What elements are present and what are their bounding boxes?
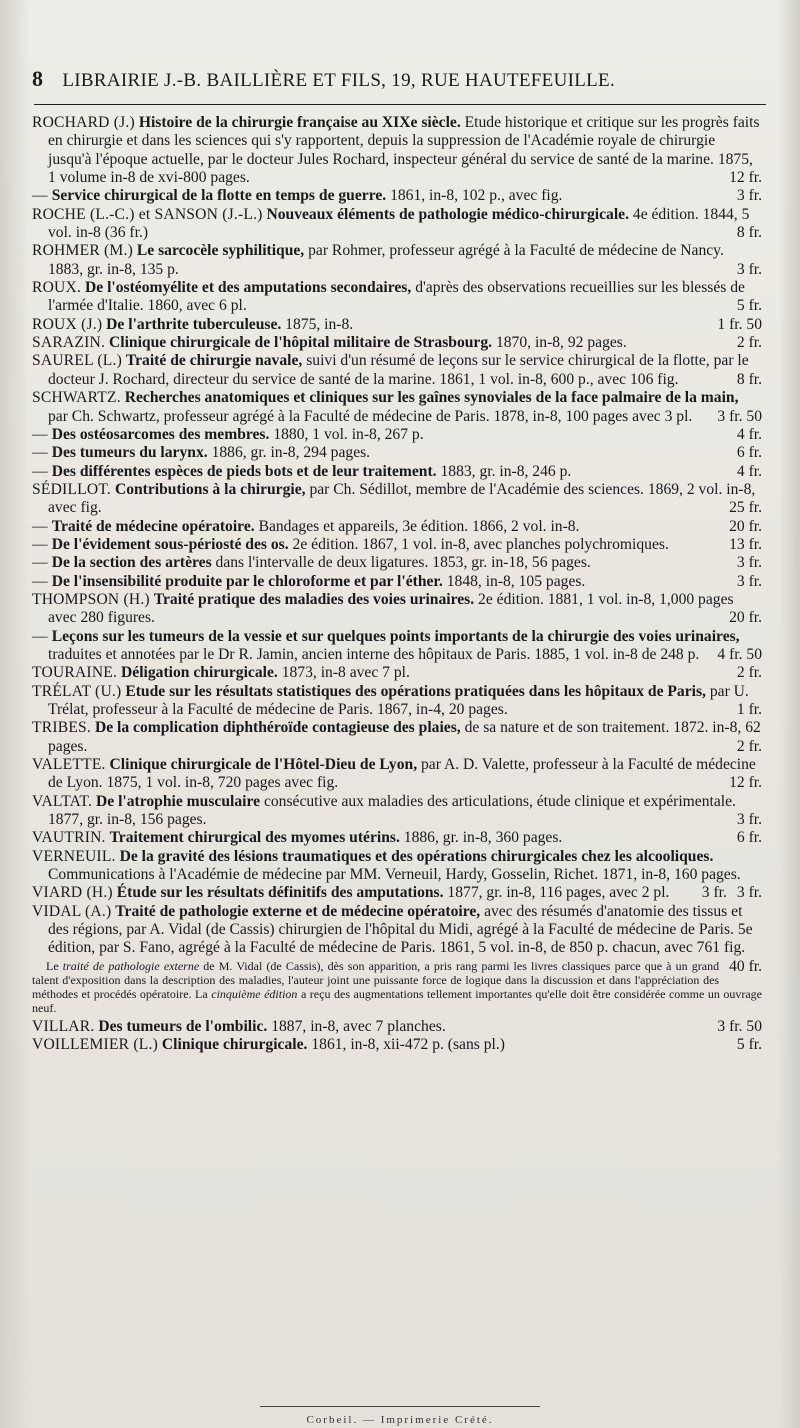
catalogue-entry [32,573,762,591]
header-rule [34,104,766,105]
page-number: 8 [32,66,44,91]
entry-author: VALETTE. [32,756,106,774]
entry-price: 4 fr. 50 [717,645,762,663]
catalogue-entry [32,829,762,847]
entry-title: Leçons sur les tumeurs de la vessie et sur quelques points importants de la chirurgie des voies urinaires, [51,627,740,645]
entry-title: Traitement chirurgical des myomes utérins. [109,829,400,847]
entry-price: 8 fr. [736,224,762,242]
entry-author: VILLAR. [32,1017,95,1035]
entry-title: Étude sur les résultats définitifs des amputations. [116,884,444,902]
catalogue-entry [32,334,762,352]
catalogue-entry [32,426,762,444]
entry-details: 1887, in-8, avec 7 planches. [271,1017,446,1035]
entry-details: suivi d'un résumé de leçons sur le service chirurgical de la flotte, par le docteur J. Rochard, directeur du service de santé de la marine. 1861, 1 vol. in-8, 600 p., avec 106 fig. [48,352,749,388]
entry-author: ROUX (J.) [32,315,103,333]
note-italic-edition: cinquième édition [211,987,298,1002]
catalogue-entry [32,664,762,682]
entry-details: Communications à l'Académie de médecine par MM. Verneuil, Hardy, Gosselin, Richet. 1871, in-8, 160 pages. [48,866,741,884]
entry-price: 3 fr. 50 [717,407,762,425]
catalogue-entry [32,463,762,481]
entry-price: 5 fr. [736,297,762,315]
entry-author: — [32,462,48,480]
entry-title: Traité de pathologie externe et de médecine opératoire, [115,902,481,920]
catalogue-entry [32,884,762,902]
catalogue-entry [32,316,762,334]
entry-price: 3 fr. [736,260,762,278]
entry-author: SAUREL (L.) [32,352,122,370]
entry-details: 1880, 1 vol. in-8, 267 p. [273,425,424,443]
note-suffix: a reçu des augmentations tellement importantes qu'elle doit être considérée comme un ouvrage neuf. [32,987,762,1016]
entry-title: De l'atrophie musculaire [96,792,261,810]
catalogue-entry [32,628,762,665]
entry-details: par Ch. Schwartz, professeur agrégé à la Faculté de médecine de Paris. 1878, in-8, 100 pages avec 3 pl. [48,407,693,425]
entry-author: SCHWARTZ. [32,389,121,407]
entry-details: Etude historique et critique sur les progrès faits en chirurgie et dans les sciences qui s'y rapportent, depuis la suppression de l'Académie royale de chirurgie jusqu'à l'époque actuelle, par le docteur Jules Rochard, inspecteur général du service de santé de la marine. 1875, 1 volume in-8 de xvi-800 pages. [48,114,760,187]
running-head [32,66,764,92]
entry-price: 20 fr. [729,517,762,535]
vidal-note [32,959,762,1016]
entry-author: ROCHE (L.-C.) et SANSON (J.-L.) [32,205,263,223]
entry-details: 1883, gr. in-8, 246 p. [440,462,572,480]
entry-title: Histoire de la chirurgie française au XIXe siècle. [138,114,461,131]
entry-details: 1873, in-8 avec 7 pl. [281,664,410,682]
entry-author: ROUX. [32,279,82,297]
entry-details: dans l'intervalle de deux ligatures. 1853, gr. in-18, 56 pages. [215,554,591,572]
entry-author: VOILLEMIER (L.) [32,1035,158,1053]
catalogue-entry [32,114,762,187]
entry-author: — [32,554,48,572]
entry-title: De l'insensibilité produite par le chloroforme et par l'éther. [51,572,443,590]
entry-price: 3 fr. [701,884,727,902]
catalogue-entry [32,793,762,830]
catalogue-entry [32,518,762,536]
printer-imprint: Corbeil. — Imprimerie Crété. [306,1414,494,1426]
entry-title: Traité pratique des maladies des voies urinaires. [153,590,475,608]
catalogue-entry [32,591,762,628]
entry-price: 3 fr. [736,811,762,829]
entry-details: d'après des observations recueillies sur les blessés de l'armée d'Italie. 1860, avec 6 pl. [48,279,745,315]
catalogue-entry [32,206,762,243]
catalogue-entry [32,683,762,720]
catalogue-entry [32,481,762,518]
entry-title: Etude sur les résultats statistiques des opérations pratiquées dans les hôpitaux de Paris, [125,682,706,700]
entry-title: Déligation chirurgicale. [121,664,278,682]
catalogue-entry [32,756,762,793]
entry-title: Des tumeurs de l'ombilic. [98,1017,268,1035]
entry-price: 1 fr. [736,701,762,718]
entry-author: TRÉLAT (U.) [32,682,122,700]
entry-author: ROCHARD (J.) [32,114,135,131]
entry-author: ROHMER (M.) [32,242,133,260]
entry-title: Le sarcocèle syphilitique, [136,242,305,260]
entry-price: 3 fr. [736,884,762,902]
entry-price: 13 fr. [729,535,762,553]
entry-title: De la gravité des lésions traumatiques et des opérations chirurgicales chez les alcooliques. [119,847,714,865]
entry-price: 5 fr. [736,1035,762,1053]
entry-price: 3 fr. [736,572,762,590]
entry-title: Traité de chirurgie navale, [125,352,303,370]
entry-title: Service chirurgical de la flotte en temps de guerre. [51,187,387,205]
catalogue-entry [32,389,762,426]
entry-author: — [32,572,48,590]
entry-details: 1886, gr. in-8, 294 pages. [211,444,371,462]
entry-author: SARAZIN. [32,334,106,352]
entry-price: 8 fr. [736,370,762,388]
entry-details: par Rohmer, professeur agrégé à la Faculté de médecine de Nancy. 1883, gr. in-8, 135 p. [48,242,724,278]
entry-price: 3 fr. 50 [717,1017,762,1035]
entry-details: par Ch. Sédillot, membre de l'Académie des sciences. 1869, 2 vol. in-8, avec fig. [48,480,756,517]
entry-author: TRIBES. [32,719,92,737]
entry-author: — [32,627,48,645]
catalogue-entry [32,187,762,205]
entry-author: VAUTRIN. [32,829,106,847]
entry-author: THOMPSON (H.) [32,590,150,608]
note-middle: de M. Vidal (de Cassis), dès son apparition, a pris rang parmi les livres classiques parce que à un grand talent d'exposition dans la description des maladies, l'auteur joint une puissante force de logique dans la discussion et dans l'appréciation des méthodes et procédés opératoire. La [32,958,720,1002]
catalogue-listing [32,114,762,1054]
catalogue-entry [32,352,762,389]
entry-details: 1848, in-8, 105 pages. [446,572,586,590]
entry-title: Recherches anatomiques et cliniques sur les gaînes synoviales de la face palmaire de la main, [124,389,739,407]
entry-author: — [32,517,48,535]
entry-title: De l'arthrite tuberculeuse. [106,315,282,333]
entry-title: Clinique chirurgicale de l'Hôtel-Dieu de Lyon, [109,756,418,774]
entry-price: 12 fr. [729,774,762,792]
entry-author: VIARD (H.) [32,884,113,902]
entry-details: 1886, gr. in-8, 360 pages. [403,829,563,847]
catalogue-entry [32,719,762,756]
entry-price: 2 fr. [736,664,762,682]
entry-title: Des ostéosarcomes des membres. [51,425,270,443]
entry-title: Clinique chirurgicale. [161,1035,308,1053]
entry-list-after-note [32,1018,762,1055]
entry-title: De l'évidement sous-périosté des os. [51,535,289,553]
entry-title: Nouveaux éléments de pathologie médico-chirurgicale. [266,205,629,223]
entry-details: 1870, in-8, 92 pages. [495,334,627,352]
entry-title: Des différentes espèces de pieds bots et de leur traitement. [51,462,437,480]
entry-title: Contributions à la chirurgie, [114,480,306,498]
entry-details: 1875, in-8. [285,315,354,333]
catalogue-entry [32,1018,762,1036]
entry-price: 40 fr. [729,957,762,975]
entry-title: De la section des artères [51,554,212,572]
entry-author: — [32,425,48,443]
entry-details: par U. Trélat, professeur à la Faculté de médecine de Paris. 1867, in-4, 20 pages. [48,682,749,718]
entry-author: SÉDILLOT. [32,480,112,498]
entry-details: 2e édition. 1881, 1 vol. in-8, 1,000 pages avec 280 figures. [48,590,734,627]
entry-author: — [32,187,48,205]
entry-price: 2 fr. [736,737,762,755]
catalogue-entry [32,536,762,554]
entry-details: 1861, in-8, 102 p., avec fig. [390,187,563,205]
entry-details: avec des résumés d'anatomie des tissus et des régions, par A. Vidal (de Cassis) chirurgien de l'hôpital du Midi, agrégé à la Faculté de médecine de Paris. 5e édition, par S. Fano, agrégé à la Faculté de médecine de Paris. 1861, 5 vol. in-8, de 850 p. chacun, avec 761 fig. [48,902,753,957]
entry-price: 6 fr. [736,829,762,847]
note-italic-title: traité de pathologie externe [62,958,200,973]
entry-price: 25 fr. [729,499,762,517]
entry-author: VIDAL (A.) [32,902,112,920]
entry-author: VALTAT. [32,792,93,810]
entry-price: 6 fr. [736,444,762,462]
entry-details: consécutive aux maladies des articulations, étude clinique et expérimentale. 1877, gr. in-8, 156 pages. [48,792,736,829]
entry-title: Des tumeurs du larynx. [51,444,208,462]
entry-details: Bandages et appareils, 3e édition. 1866, 2 vol. in-8. [258,517,580,535]
entry-details: 2e édition. 1867, 1 vol. in-8, avec planches polychromiques. [292,535,669,553]
catalogue-entry [32,444,762,462]
catalogue-entry [32,554,762,572]
entry-title: Traité de médecine opératoire. [51,517,255,535]
entry-title: Clinique chirurgicale de l'hôpital militaire de Strasbourg. [108,334,493,352]
entry-details: 1877, gr. in-8, 116 pages, avec 2 pl. [447,884,670,902]
entry-author: TOURAINE. [32,664,118,682]
entry-title: De la complication diphthéroïde contagieuse des plaies, [94,719,461,737]
entry-price: 1 fr. 50 [717,315,762,333]
entry-price: 20 fr. [729,609,762,627]
catalogue-entry [32,242,762,279]
entry-details: 1861, in-8, xii-472 p. (sans pl.) [311,1035,505,1053]
entry-price: 12 fr. [729,169,762,187]
entry-author: — [32,444,48,462]
entry-details: 4e édition. 1844, 5 vol. in-8 (36 fr.) [48,205,750,242]
footer-rule [260,1406,540,1407]
note-prefix: Le [46,958,63,973]
entry-price: 3 fr. [736,187,762,205]
entry-author: VERNEUIL. [32,847,116,865]
entry-price: 4 fr. [736,425,762,443]
entry-list [32,114,762,975]
entry-price: 4 fr. [736,462,762,480]
entry-details: traduites et annotées par le Dr R. Jamin, ancien interne des hôpitaux de Paris. 1885, 1 vol. in-8 de 248 p. [48,645,700,663]
entry-price: 2 fr. [736,334,762,352]
entry-details: par A. D. Valette, professeur à la Faculté de médecine de Lyon. 1875, 1 vol. in-8, 720 pages avec fig. [48,756,756,792]
entry-title: De l'ostéomyélite et des amputations secondaires, [85,279,412,297]
running-head-text: LIBRAIRIE J.-B. BAILLIÈRE ET FILS, 19, RUE HAUTEFEUILLE. [62,70,615,91]
catalogue-entry [32,1036,762,1054]
entry-author: — [32,535,48,553]
entry-details: de sa nature et de son traitement. 1872. in-8, 62 pages. [48,719,761,755]
entry-price: 3 fr. [736,554,762,572]
catalogue-entry [32,279,762,316]
